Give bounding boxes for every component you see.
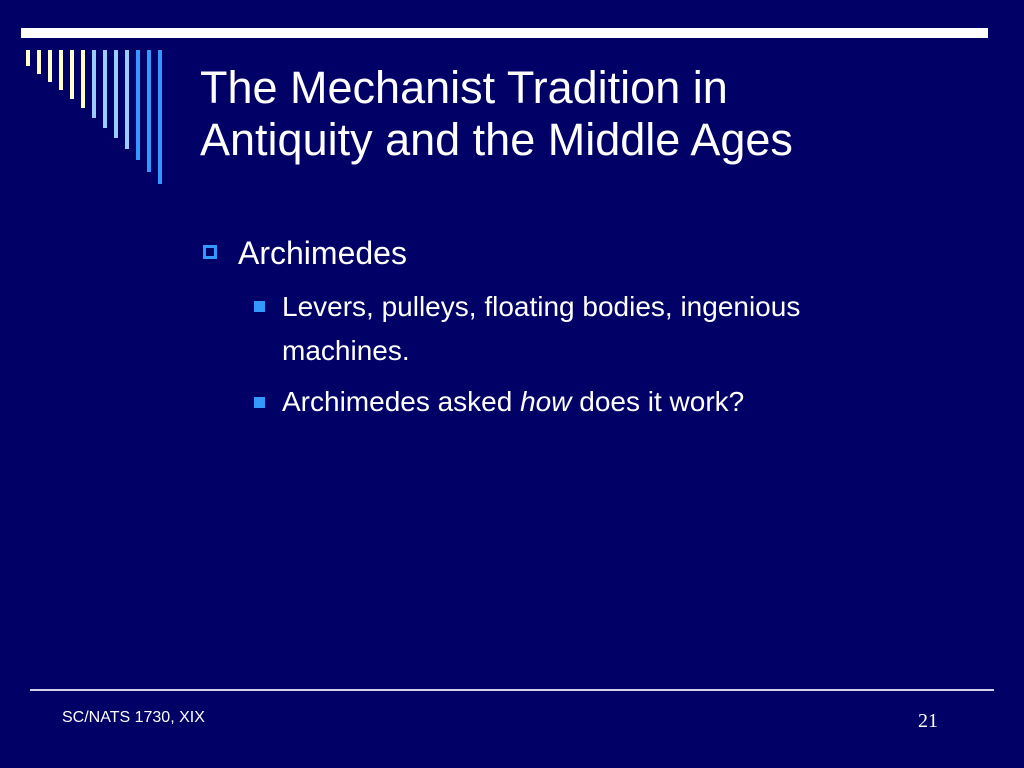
subbullet-2 — [282, 380, 744, 424]
decorative-stripe — [92, 50, 96, 118]
decorative-stripe — [158, 50, 162, 184]
bullet-archimedes: Archimedes — [238, 235, 407, 271]
subbullet-2-after: does it work? — [571, 386, 745, 417]
decorative-stripe — [26, 50, 30, 66]
top-rule — [21, 28, 988, 38]
subbullet-1-line-2: machines. — [282, 335, 410, 366]
decorative-stripe — [37, 50, 41, 74]
page-number: 21 — [918, 710, 938, 732]
title-line-2: Antiquity and the Middle Ages — [200, 114, 793, 165]
subbullet-2-before: Archimedes asked — [282, 386, 521, 417]
subbullet-2-emphasis: how — [520, 386, 572, 417]
filled-square-icon — [254, 301, 265, 312]
decorative-stripe — [125, 50, 129, 149]
title-line-1: The Mechanist Tradition in — [200, 62, 728, 113]
decorative-stripe — [103, 50, 107, 128]
bottom-rule — [30, 689, 994, 691]
slide-title — [200, 62, 990, 166]
decorative-stripe — [114, 50, 118, 138]
decorative-stripe — [81, 50, 85, 108]
hollow-square-icon — [203, 245, 217, 259]
decorative-stripe — [136, 50, 140, 160]
decorative-stripe — [70, 50, 74, 99]
footer-course-label: SC/NATS 1730, XIX — [62, 709, 205, 726]
decorative-stripe — [48, 50, 52, 82]
decorative-stripe — [147, 50, 151, 172]
subbullet-1-line-1: Levers, pulleys, floating bodies, ingenious — [282, 291, 801, 322]
filled-square-icon — [254, 397, 265, 408]
decorative-stripe — [59, 50, 63, 90]
